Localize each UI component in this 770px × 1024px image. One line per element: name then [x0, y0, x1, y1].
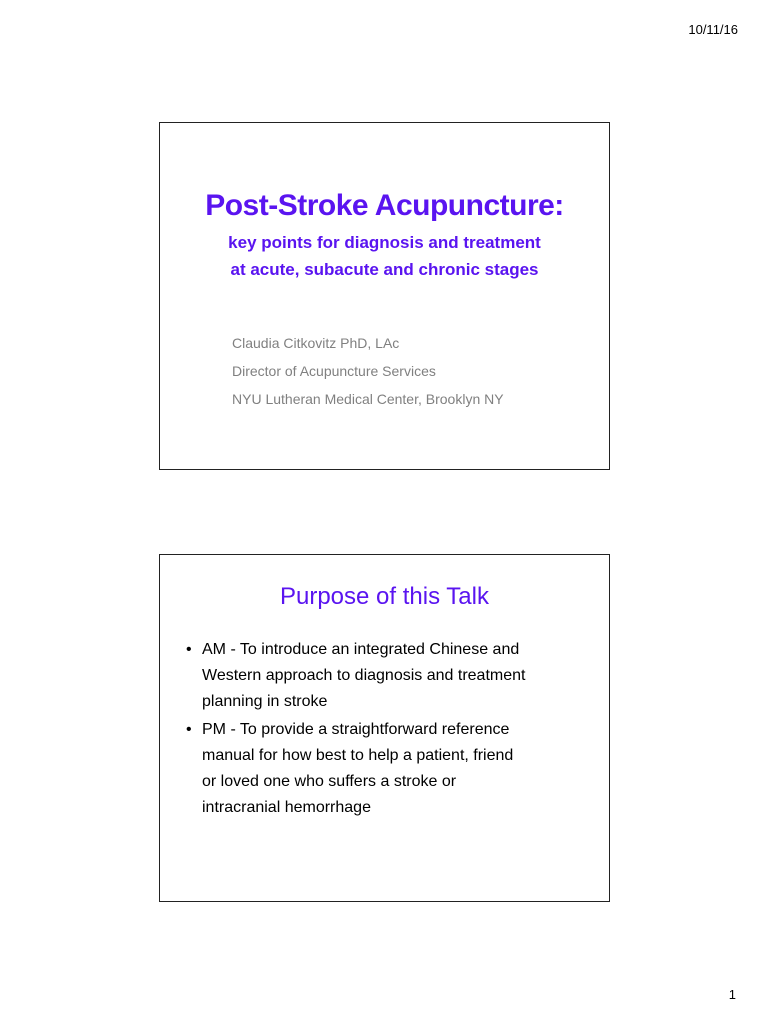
slide-title-heading: Post-Stroke Acupuncture: [205, 189, 564, 222]
bullet-icon: • [186, 641, 192, 658]
slide-subtitle [160, 229, 609, 283]
bullet-text-line: manual for how best to help a patient, friend [202, 747, 514, 764]
bullet-list [186, 637, 589, 823]
subtitle-line: key points for diagnosis and treatment [228, 233, 541, 252]
subtitle-line: at acute, subacute and chronic stages [230, 260, 539, 279]
bullet-text-line: PM - To provide a straightforward reference [202, 721, 510, 738]
author-role: Director of Acupuncture Services [232, 363, 436, 379]
page-date: 10/11/16 [688, 22, 738, 37]
author-info [232, 329, 504, 413]
list-item [186, 637, 589, 715]
bullet-text-line: Western approach to diagnosis and treatment [202, 667, 526, 684]
purpose-heading: Purpose of this Talk [279, 583, 489, 610]
bullet-text-line: AM - To introduce an integrated Chinese and [202, 641, 520, 658]
list-item [186, 717, 589, 821]
slide-purpose [159, 554, 610, 902]
author-name: Claudia Citkovitz PhD, LAc [232, 335, 400, 351]
author-affiliation: NYU Lutheran Medical Center, Brooklyn NY [232, 391, 504, 407]
slide-title [159, 122, 610, 470]
bullet-text-line: planning in stroke [202, 693, 328, 710]
bullet-text-line: or loved one who suffers a stroke or [202, 773, 457, 790]
bullet-icon: • [186, 721, 192, 738]
bullet-text-line: intracranial hemorrhage [202, 799, 371, 816]
page-number: 1 [728, 987, 736, 1002]
